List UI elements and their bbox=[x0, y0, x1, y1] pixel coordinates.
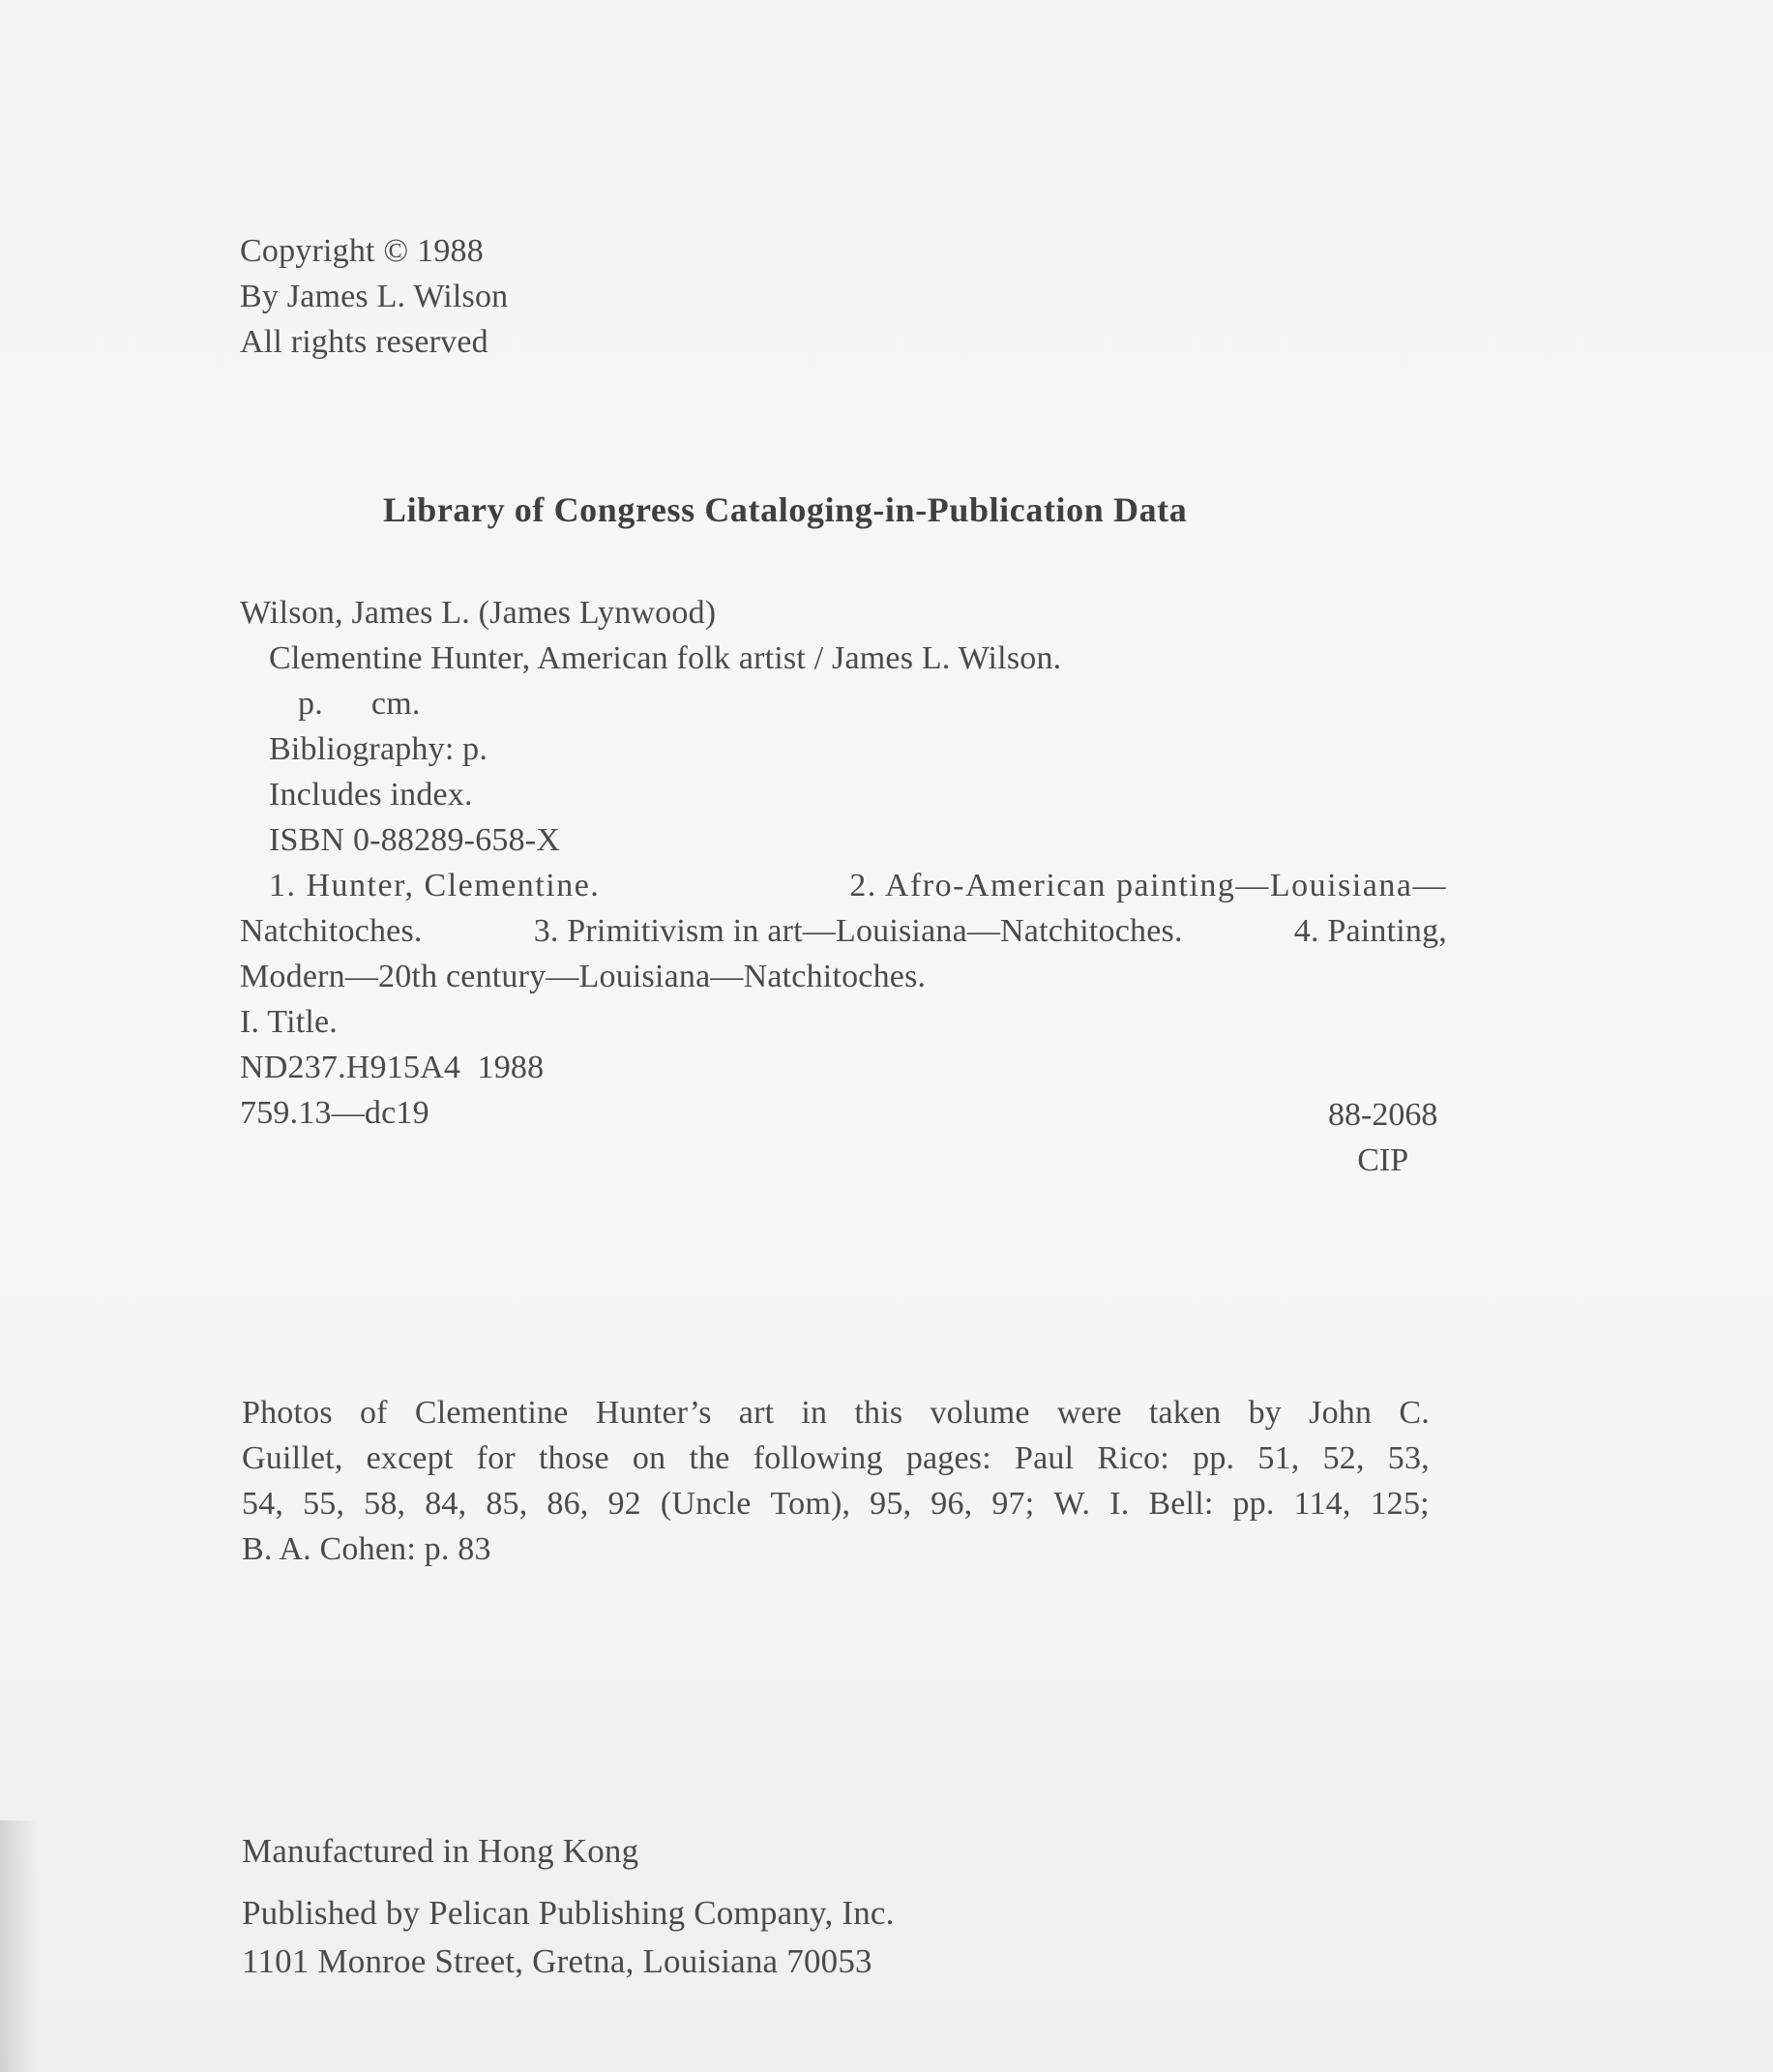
photo-credits-word: Clementine bbox=[414, 1395, 569, 1431]
photo-credits-word: 97; bbox=[991, 1486, 1035, 1522]
photo-credits-word: 125; bbox=[1370, 1486, 1430, 1522]
manufactured-in: Manufactured in Hong Kong bbox=[242, 1832, 639, 1870]
cip-index: Includes index. bbox=[269, 777, 473, 813]
photo-credits-word: for bbox=[476, 1440, 516, 1476]
publisher-info bbox=[242, 1827, 895, 1986]
photo-credits-word: this bbox=[854, 1395, 903, 1431]
photo-credits-word: those bbox=[539, 1440, 609, 1476]
cip-author: Wilson, James L. (James Lynwood) bbox=[240, 595, 717, 631]
photo-credits-word: Rico: bbox=[1097, 1440, 1170, 1476]
photo-credits-word: 52, bbox=[1322, 1440, 1365, 1476]
photo-credits bbox=[242, 1390, 1432, 1572]
photo-credits-word: 85, bbox=[486, 1486, 528, 1522]
photo-credits-word: by bbox=[1248, 1395, 1282, 1431]
cip-lc-class: ND237.H915A4 1988 bbox=[240, 1050, 545, 1085]
cip-subject: 4. Painting, bbox=[1293, 913, 1447, 949]
photo-credits-word: Hunter’s bbox=[595, 1395, 712, 1431]
cip-subject: 2. Afro-American painting—Louisiana— bbox=[849, 868, 1447, 903]
photo-credits-word: 84, bbox=[425, 1486, 467, 1522]
page-edge-shadow bbox=[0, 1820, 39, 2072]
cip-subject: Natchitoches. bbox=[240, 913, 423, 949]
photo-credits-word: Guillet, bbox=[242, 1440, 343, 1476]
photo-credits-word: Tom), bbox=[770, 1486, 851, 1522]
cip-title-entry: I. Title. bbox=[240, 1004, 339, 1040]
cip-physical bbox=[240, 681, 1449, 726]
cip-bibliography: Bibliography: p. bbox=[269, 731, 488, 767]
photo-credits-word: on bbox=[632, 1440, 666, 1476]
photo-credits-word: 53, bbox=[1387, 1440, 1430, 1476]
photo-credits-word: 114, bbox=[1293, 1486, 1351, 1522]
copyright-author: By James L. Wilson bbox=[240, 279, 509, 314]
photo-credits-word: 58, bbox=[364, 1486, 406, 1522]
cip-title: Clementine Hunter, American folk artist / James L. Wilson. bbox=[269, 640, 1062, 676]
photo-credits-word: W. bbox=[1053, 1486, 1091, 1522]
photo-credits-word: in bbox=[801, 1395, 828, 1431]
photo-credits-word: were bbox=[1056, 1395, 1122, 1431]
published-by: Published by Pelican Publishing Company, Inc. bbox=[242, 1894, 895, 1932]
photo-credits-word: I. bbox=[1109, 1486, 1130, 1522]
cip-subject: 3. Primitivism in art—Louisiana—Natchitoches. bbox=[533, 913, 1183, 949]
cip-mark: CIP bbox=[1357, 1142, 1409, 1178]
photo-credits-word: taken bbox=[1148, 1395, 1222, 1431]
cip-dewey: 759.13—dc19 bbox=[240, 1095, 429, 1131]
photo-credits-line bbox=[242, 1436, 1430, 1481]
photo-credits-word: 96, bbox=[931, 1486, 973, 1522]
rights-reserved: All rights reserved bbox=[240, 324, 488, 360]
cip-subjects-line bbox=[240, 863, 1447, 908]
photo-credits-word: volume bbox=[930, 1395, 1030, 1431]
copyright-line: Copyright © 1988 bbox=[240, 233, 484, 269]
photo-credits-word: John bbox=[1309, 1395, 1373, 1431]
photo-credits-line bbox=[242, 1390, 1430, 1436]
photo-credits-word: pp. bbox=[1193, 1440, 1235, 1476]
photo-credits-word: pp. bbox=[1232, 1486, 1275, 1522]
photo-credits-word: Paul bbox=[1014, 1440, 1075, 1476]
photo-credits-word: C. bbox=[1399, 1395, 1430, 1431]
photo-credits-word: 92 bbox=[607, 1486, 641, 1522]
photo-credits-word: 54, bbox=[242, 1486, 284, 1522]
cip-subject: 1. Hunter, Clementine. bbox=[269, 868, 601, 903]
publisher-address: 1101 Monroe Street, Gretna, Louisiana 70053 bbox=[242, 1942, 872, 1980]
photo-credits-word: Bell: bbox=[1148, 1486, 1214, 1522]
cip-isbn: ISBN 0-88289-658-X bbox=[269, 822, 561, 858]
copyright-notice bbox=[240, 228, 508, 365]
photo-credits-word: art bbox=[738, 1395, 775, 1431]
cip-lccn bbox=[1328, 1092, 1437, 1183]
photo-credits-word: of bbox=[359, 1395, 388, 1431]
cip-subjects-line: Modern—20th century—Louisiana—Natchitoches. bbox=[240, 959, 927, 994]
cip-physical-cm: cm. bbox=[370, 686, 421, 722]
photo-credits-word: Photos bbox=[242, 1395, 333, 1431]
cip-heading: Library of Congress Cataloging-in-Publication Data bbox=[383, 490, 1188, 529]
cip-subjects-line bbox=[240, 908, 1447, 954]
photo-credits-word: the bbox=[689, 1440, 730, 1476]
photo-credits-word: 55, bbox=[303, 1486, 345, 1522]
photo-credits-word: (Uncle bbox=[660, 1486, 752, 1522]
photo-credits-word: except bbox=[366, 1440, 454, 1476]
photo-credits-line: B. A. Cohen: p. 83 bbox=[242, 1531, 491, 1567]
photo-credits-word: 86, bbox=[547, 1486, 589, 1522]
photo-credits-word: following bbox=[753, 1440, 883, 1476]
lccn-number: 88-2068 bbox=[1328, 1097, 1438, 1133]
cip-physical-p: p. bbox=[298, 686, 323, 722]
photo-credits-word: pages: bbox=[905, 1440, 991, 1476]
photo-credits-word: 95, bbox=[870, 1486, 912, 1522]
photo-credits-line bbox=[242, 1481, 1430, 1526]
photo-credits-word: 51, bbox=[1257, 1440, 1300, 1476]
cip-record bbox=[240, 590, 1449, 1136]
